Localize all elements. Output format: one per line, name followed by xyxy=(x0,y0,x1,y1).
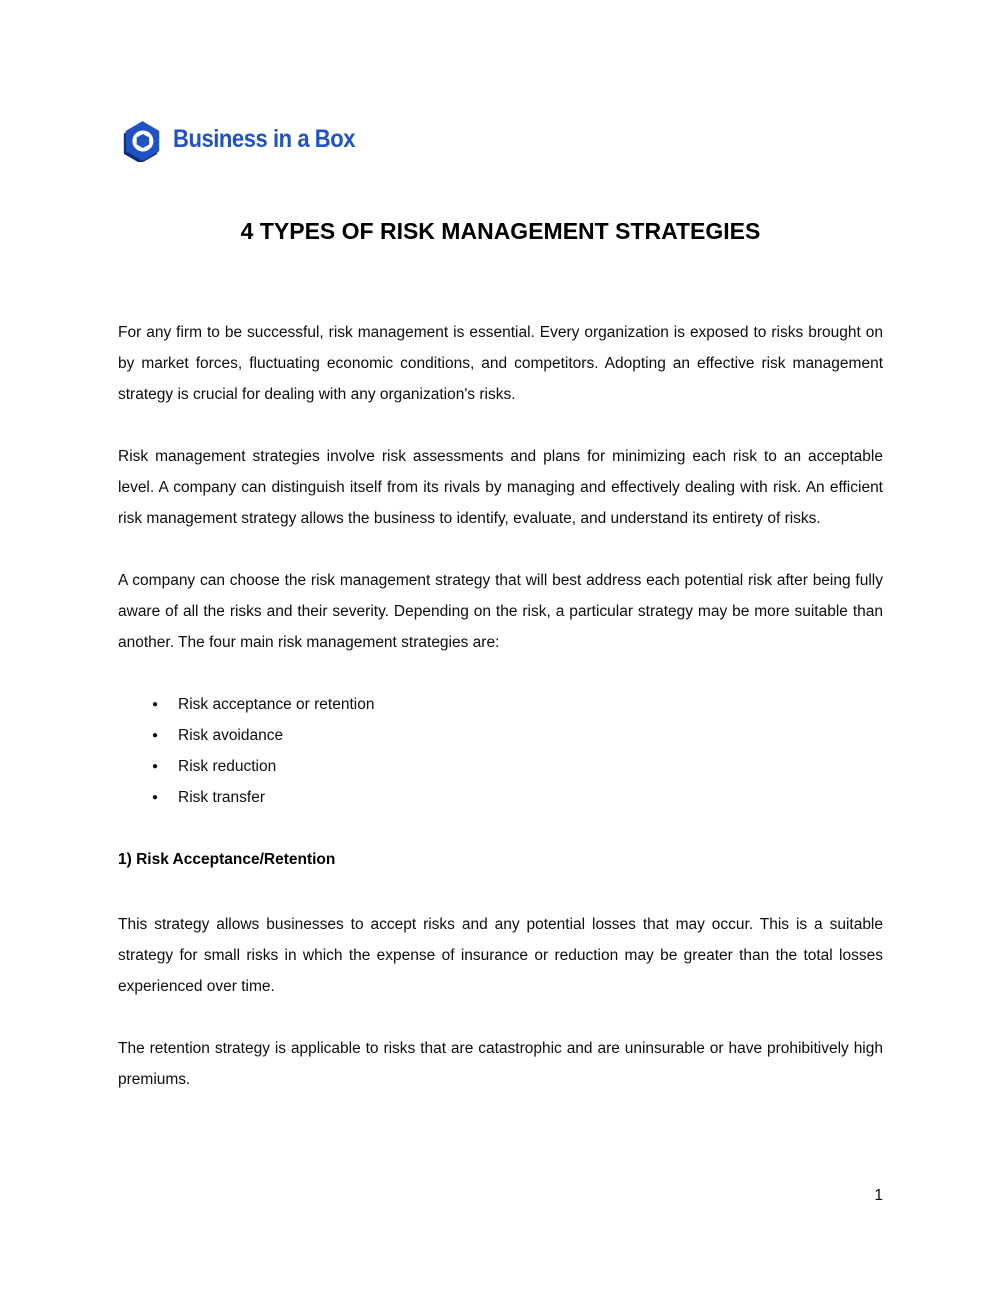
brand-logo xyxy=(123,120,380,162)
bullet-icon: ● xyxy=(152,761,159,772)
bullet-icon: ● xyxy=(152,792,159,803)
paragraph-section-2: The retention strategy is applicable to risks that are catastrophic and are uninsurable or have prohibitively high premiums. xyxy=(118,1040,883,1088)
section-heading: 1) Risk Acceptance/Retention xyxy=(118,851,336,868)
page-number: 1 xyxy=(874,1187,883,1204)
bullet-icon: ● xyxy=(152,699,159,710)
bullet-icon: ● xyxy=(152,730,159,741)
list-item-label: Risk transfer xyxy=(178,789,265,806)
list-item xyxy=(152,720,883,751)
list-item-label: Risk reduction xyxy=(178,758,277,775)
list-item xyxy=(152,689,883,720)
list-item-label: Risk avoidance xyxy=(178,727,284,744)
paragraph-intro-3: A company can choose the risk management strategy that will best address each potential risk after being fully aware of all the risks and their severity. Depending on the risk, a particular strategy may be more suitable than another. The four main risk management strategies are: xyxy=(118,572,883,651)
list-item xyxy=(152,751,883,782)
list-item xyxy=(152,782,883,813)
strategy-list xyxy=(118,689,883,813)
list-item-label: Risk acceptance or retention xyxy=(178,696,375,713)
brand-wordmark: Business in a Box xyxy=(173,124,356,153)
hexagon-logo-icon xyxy=(123,120,162,162)
paragraph-section-1: This strategy allows businesses to accept risks and any potential losses that may occur. This is a suitable strategy for small risks in which the expense of insurance or reduction may be greater than the total losses experienced over time. xyxy=(118,916,883,995)
paragraph-intro-1: For any firm to be successful, risk management is essential. Every organization is exposed to risks brought on by market forces, fluctuating economic conditions, and competitors. Adopting an effective risk management strategy is crucial for dealing with any organization's risks. xyxy=(118,324,883,403)
document-body xyxy=(118,219,883,1126)
paragraph-intro-2: Risk management strategies involve risk assessments and plans for minimizing each risk to an acceptable level. A company can distinguish itself from its rivals by managing and effectively dealing with risk. An efficient risk management strategy allows the business to identify, evaluate, and understand its entirety of risks. xyxy=(118,448,883,527)
document-title: 4 TYPES OF RISK MANAGEMENT STRATEGIES xyxy=(240,218,761,244)
